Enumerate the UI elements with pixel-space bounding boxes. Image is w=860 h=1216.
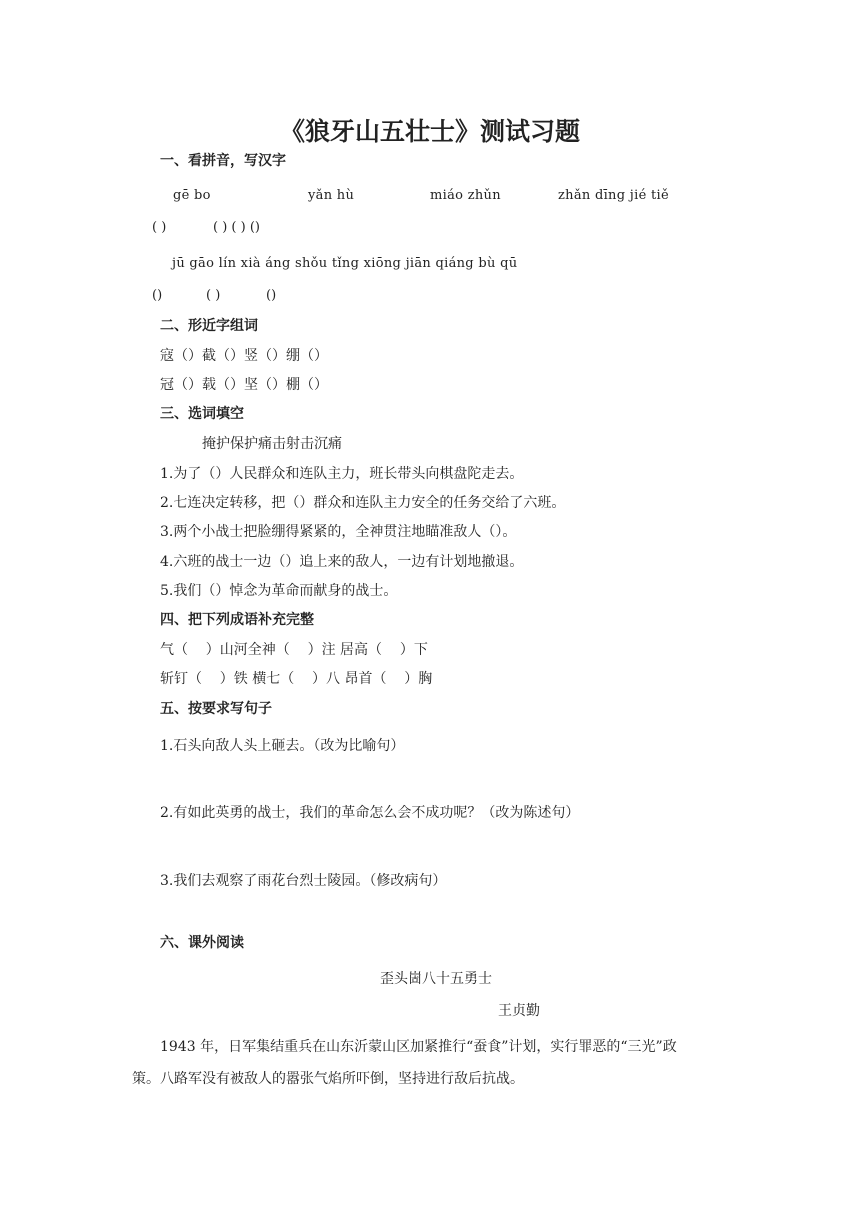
answer-blank: () (266, 288, 277, 303)
idiom-row: 斩钉（ ）铁 横七（ ）八 昂首（ ）胸 (160, 671, 433, 687)
pinyin-item: miáo zhǔn (430, 188, 501, 203)
question-item: 2.七连决定转移，把（）群众和连队主力安全的任务交给了六班。 (160, 495, 566, 511)
section-heading-pinyin: 一、看拼音，写汉字 (160, 153, 286, 169)
pinyin-item: zhǎn dīng jié tiě (558, 188, 669, 203)
section-heading-similar-chars: 二、形近字组词 (160, 318, 258, 334)
question-item: 3.我们去观察了雨花台烈士陵园。（修改病句） (160, 873, 447, 889)
question-item: 1.石头向敌人头上砸去。（改为比喻句） (160, 738, 405, 754)
section-heading-sentences: 五、按要求写句子 (160, 701, 272, 717)
article-title: 歪头崮八十五勇士 (380, 971, 492, 987)
section-heading-idioms: 四、把下列成语补充完整 (160, 612, 314, 628)
article-paragraph-line: 策。八路军没有被敌人的嚣张气焰所吓倒，坚持进行敌后抗战。 (132, 1071, 524, 1087)
answer-blank: ( ) ( ) () (213, 220, 260, 235)
answer-blank: ( ) (152, 220, 167, 235)
idiom-row: 气（ ）山河全神（ ）注 居高（ ）下 (160, 642, 428, 658)
pinyin-item: yǎn hù (308, 188, 355, 203)
word-bank: 掩护保护痛击射击沉痛 (202, 436, 342, 452)
article-paragraph-line: 1943 年，日军集结重兵在山东沂蒙山区加紧推行“蚕食”计划，实行罪恶的“三光”政 (160, 1039, 677, 1055)
page-title: 《狼牙山五壮士》测试习题 (279, 117, 580, 146)
article-author: 王贞勤 (498, 1003, 540, 1019)
answer-blank: () (152, 288, 163, 303)
question-item: 3.两个小战士把脸绷得紧紧的，全神贯注地瞄准敌人（）。 (160, 524, 517, 540)
word-group-row: 寇（）截（）竖（）绷（） (160, 348, 328, 364)
question-item: 4.六班的战士一边（）追上来的敌人，一边有计划地撤退。 (160, 554, 524, 570)
pinyin-item: gē bo (173, 188, 211, 203)
section-heading-fill-words: 三、选词填空 (160, 406, 244, 422)
question-item: 1.为了（）人民群众和连队主力，班长带头向棋盘陀走去。 (160, 466, 524, 482)
answer-blank: ( ) (206, 288, 221, 303)
pinyin-row: jū gāo lín xià áng shǒu tǐng xiōng jiān qiáng bù qū (172, 256, 518, 271)
section-heading-reading: 六、课外阅读 (160, 935, 244, 951)
word-group-row: 冠（）载（）坚（）棚（） (160, 377, 328, 393)
question-item: 2.有如此英勇的战士，我们的革命怎么会不成功呢？（改为陈述句） (160, 805, 580, 821)
question-item: 5.我们（）悼念为革命而献身的战士。 (160, 583, 398, 599)
